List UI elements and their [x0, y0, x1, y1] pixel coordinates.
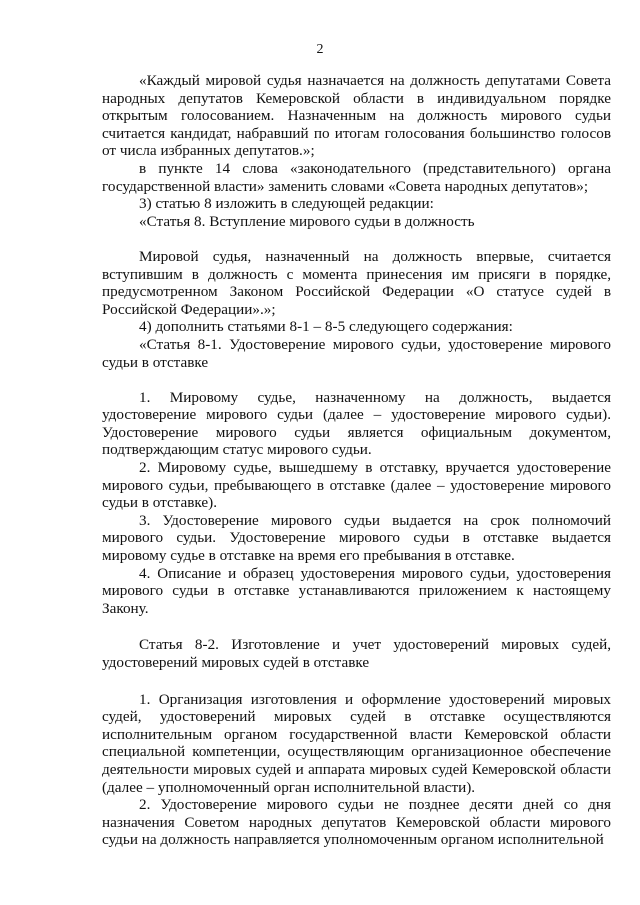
paragraph-article-8-text: Мировой судья, назначенный на должность впервые, считается вступившим в должность с момента принесения им присяги в порядке, предусмотренном Законом Российской Федерации «О статусе судей в Российской Федерации».»;: [102, 247, 611, 318]
document-body: [102, 72, 611, 849]
article-8-1-heading: «Статья 8-1. Удостоверение мирового судьи, удостоверение мирового судьи в отставке: [102, 335, 611, 371]
paragraph-article-8-1-part-4: 4. Описание и образец удостоверения мирового судьи, удостоверения мирового судьи в отставке устанавливаются приложением к настоящему Закону.: [102, 564, 611, 617]
paragraph-item-4: 4) дополнить статьями 8-1 – 8-5 следующего содержания:: [139, 318, 513, 336]
article-8-heading: «Статья 8. Вступление мирового судьи в должность: [139, 212, 475, 230]
article-8-2-heading: Статья 8-2. Изготовление и учет удостоверений мировых судей, удостоверений мировых судей в отставке: [102, 636, 611, 671]
paragraph-article-8-1-part-1: 1. Мировому судье, назначенному на должность, выдается удостоверение мирового судьи (далее – удостоверение мирового судьи). Удостоверение мирового судьи является официальным документом, подтверждающим статус мирового судьи.: [102, 388, 611, 459]
paragraph-article-8-1-part-3: 3. Удостоверение мирового судьи выдается на срок полномочий мирового судьи. Удостоверение мирового судьи в отставке выдается мировому судье в отставке на время его пребывания в отставке.: [102, 511, 611, 565]
paragraph-item-14: в пункте 14 слова «законодательного (представительного) органа государственной власти» заменить словами «Совета народных депутатов»;: [102, 159, 611, 195]
page-number: 2: [316, 42, 324, 57]
paragraph-article-8-2-part-2: 2. Удостоверение мирового судьи не позднее десяти дней со дня назначения Советом народных депутатов Кемеровской области мирового судьи на должность направляется уполномоченным органом исполнительной: [102, 796, 611, 849]
paragraph-item-3: 3) статью 8 изложить в следующей редакции:: [139, 195, 434, 213]
paragraph-appointment-quote: «Каждый мировой судья назначается на должность депутатами Совета народных депутатов Кемеровской области в индивидуальном порядке открытым голосованием. Назначенным на должность мирового судьи считается кандидат, набравший по итогам голосования большинство голосов от числа избранных депутатов.»;: [102, 72, 611, 160]
paragraph-article-8-2-part-1: 1. Организация изготовления и оформление удостоверений мировых судей, удостоверений мировых судей в отставке осуществляются исполнительным органом государственной власти Кемеровской области специальной компетенции, осуществляющим организационное обеспечение деятельности мировых судей и аппарата мировых судей Кемеровской области (далее – уполномоченный орган исполнительной власти).: [102, 690, 611, 796]
paragraph-article-8-1-part-2: 2. Мировому судье, вышедшему в отставку, вручается удостоверение мирового судьи, пребывающего в отставке (далее – удостоверение мирового судьи в отставке).: [102, 459, 611, 512]
